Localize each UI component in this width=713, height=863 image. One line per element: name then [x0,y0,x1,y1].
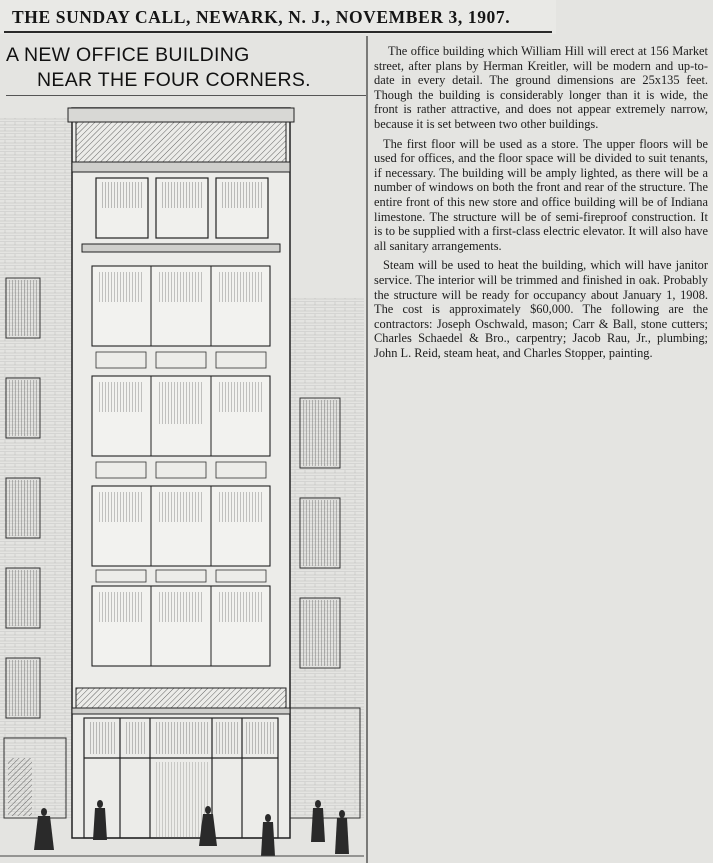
masthead-rule [4,31,552,33]
left-neighbor-building [0,118,72,818]
illustration-column [0,36,364,863]
headline-line-1: A NEW OFFICE BUILDING [6,44,250,66]
masthead [0,0,556,34]
main-building-facade [68,108,294,838]
right-neighbor-building [285,298,364,818]
headline-underline [6,95,366,96]
article-paragraph-1: The office building which William Hill will erect at 156 Market street, after plans by Herman Kreitler, will be modern and up-to-date in every detail. The ground dimensions are 25x135 feet. Though the building is considerably longer than it is wide, the front is rather attractive, and does not appear extremely narrow, because it is set between two other buildings. [374,44,708,131]
column-divider [366,36,368,863]
article-paragraph-3: Steam will be used to heat the building, which will have janitor service. The interior will be trimmed and finished in oak. Probably the structure will be ready for occupancy about January 1, 1908. The cost is approximately $60,000. The following are the contractors: Joseph Oschwald, mason; Carr & Ball, stone cutters; Charles Schaedel & Bro., carpentry; Jacob Rau, Jr., plumbing; John L. Reid, steam heat, and Charles Stopper, painting. [374,258,708,360]
headline-line-2: NEAR THE FOUR CORNERS. [37,69,311,91]
article-paragraph-2: The first floor will be used as a store. The upper floors will be used for offices, and the floor space will be divided to suit tenants, if necessary. The building will be amply lighted, as there will be a number of windows on both the front and rear of the structure. The entire front of this new store and office building will be of Indiana limestone. The structure will be of semi-fireproof construction. It is to be supplied with a first-class electric elevator. It will also have all sanitary arrangements. [374,136,708,253]
article-body [374,44,708,365]
building-illustration [0,98,364,863]
masthead-text: THE SUNDAY CALL, NEWARK, N. J., NOVEMBER 3, 1907. [12,7,511,27]
